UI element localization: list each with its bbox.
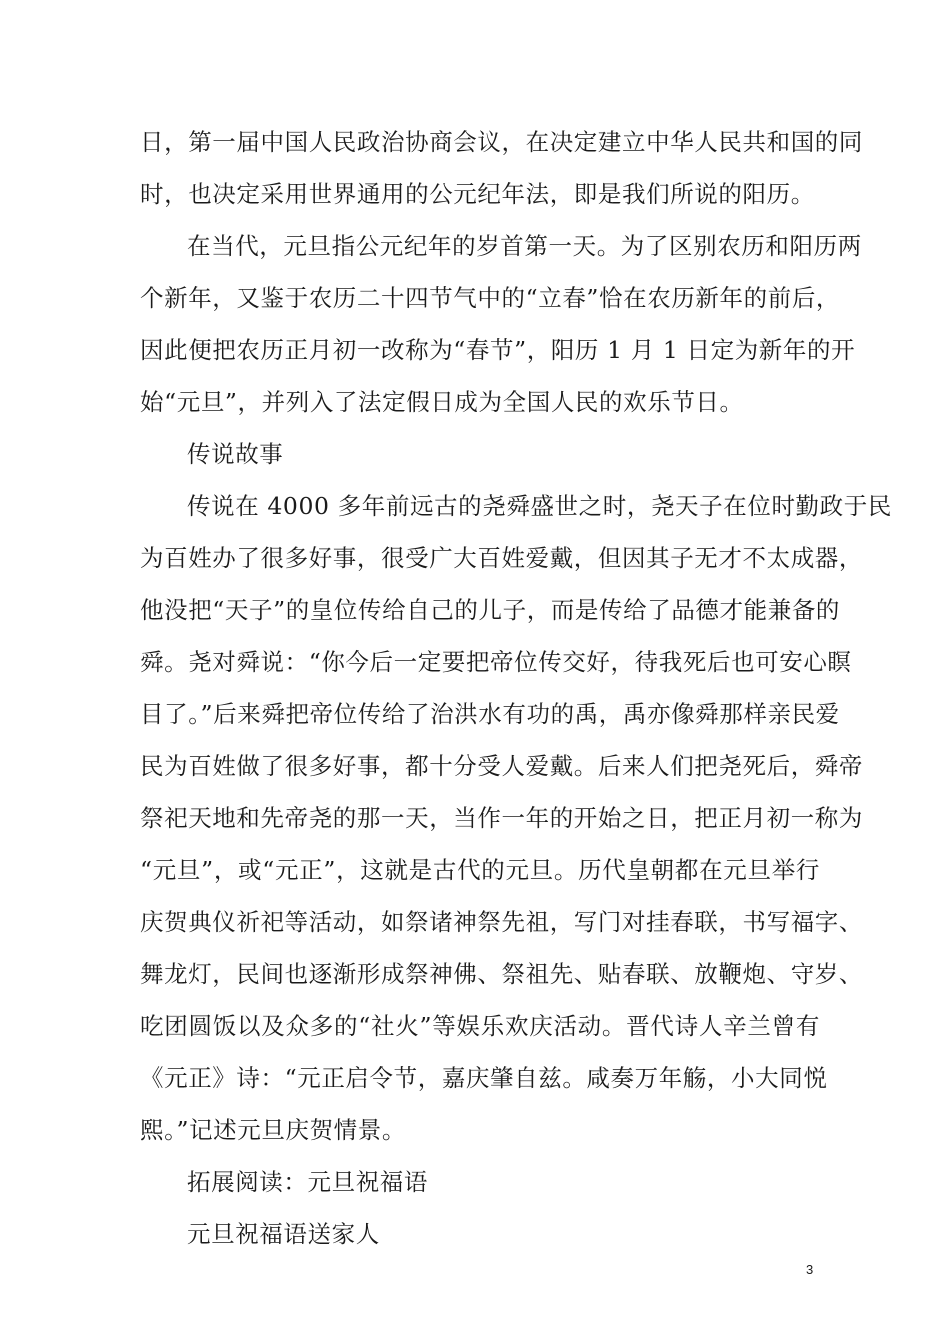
paragraph-contemporary: [140, 220, 862, 428]
text-line: 传说在 4000 多年前远古的尧舜盛世之时，尧天子在位时勤政于民: [187, 492, 892, 520]
paragraph-continuation: [140, 116, 863, 220]
text-line: “元旦”，或“元正”，这就是古代的元旦。历代皇朝都在元旦举行: [140, 856, 820, 884]
text-line: 舞龙灯，民间也逐渐形成祭神佛、祭祖先、贴春联、放鞭炮、守岁、: [140, 960, 863, 988]
page-number: 3: [806, 1262, 814, 1277]
paragraph-legend: [140, 480, 892, 1156]
text-line: 祭祀天地和先帝尧的那一天，当作一年的开始之日，把正月初一称为: [140, 804, 863, 832]
text-line: 吃团圆饭以及众多的“社火”等娱乐欢庆活动。晋代诗人辛兰曾有: [140, 1012, 820, 1040]
text-line: 目了。”后来舜把帝位传给了治洪水有功的禹，禹亦像舜那样亲民爱: [140, 700, 840, 728]
text-line: 庆贺典仪祈祀等活动，如祭诸神祭先祖，写门对挂春联，书写福字、: [140, 908, 863, 936]
section-heading: 传说故事: [187, 440, 284, 468]
text-line: 《元正》诗：“元正启令节，嘉庆肇自兹。咸奏万年觞，小大同悦: [140, 1064, 828, 1092]
section-heading: 元旦祝福语送家人: [187, 1220, 380, 1248]
text-line: 舜。尧对舜说：“你今后一定要把帝位传交好，待我死后也可安心瞑: [140, 648, 852, 676]
heading-greetings-family: [140, 1208, 820, 1260]
text-line: 熙。”记述元旦庆贺情景。: [140, 1116, 406, 1144]
text-line: 始“元旦”，并列入了法定假日成为全国人民的欢乐节日。: [140, 388, 744, 416]
heading-extended-reading: [140, 1156, 820, 1208]
text-line: 在当代，元旦指公元纪年的岁首第一天。为了区别农历和阳历两: [187, 232, 862, 260]
text-line: 时，也决定采用世界通用的公元纪年法，即是我们所说的阳历。: [140, 180, 815, 208]
text-line: 为百姓办了很多好事，很受广大百姓爱戴，但因其子无才不太成器，: [140, 544, 863, 572]
document-page: [140, 116, 892, 1260]
text-line: 民为百姓做了很多好事，都十分受人爱戴。后来人们把尧死后，舜帝: [140, 752, 863, 780]
section-heading: 拓展阅读：元旦祝福语: [187, 1168, 428, 1196]
text-line: 因此便把农历正月初一改称为“春节”，阳历 1 月 1 日定为新年的开: [140, 336, 856, 364]
text-line: 个新年，又鉴于农历二十四节气中的“立春”恰在农历新年的前后，: [140, 284, 841, 312]
text-line: 他没把“天子”的皇位传给自己的儿子，而是传给了品德才能兼备的: [140, 596, 841, 624]
heading-legend: [140, 428, 820, 480]
text-line: 日，第一届中国人民政治协商会议，在决定建立中华人民共和国的同: [140, 128, 863, 156]
